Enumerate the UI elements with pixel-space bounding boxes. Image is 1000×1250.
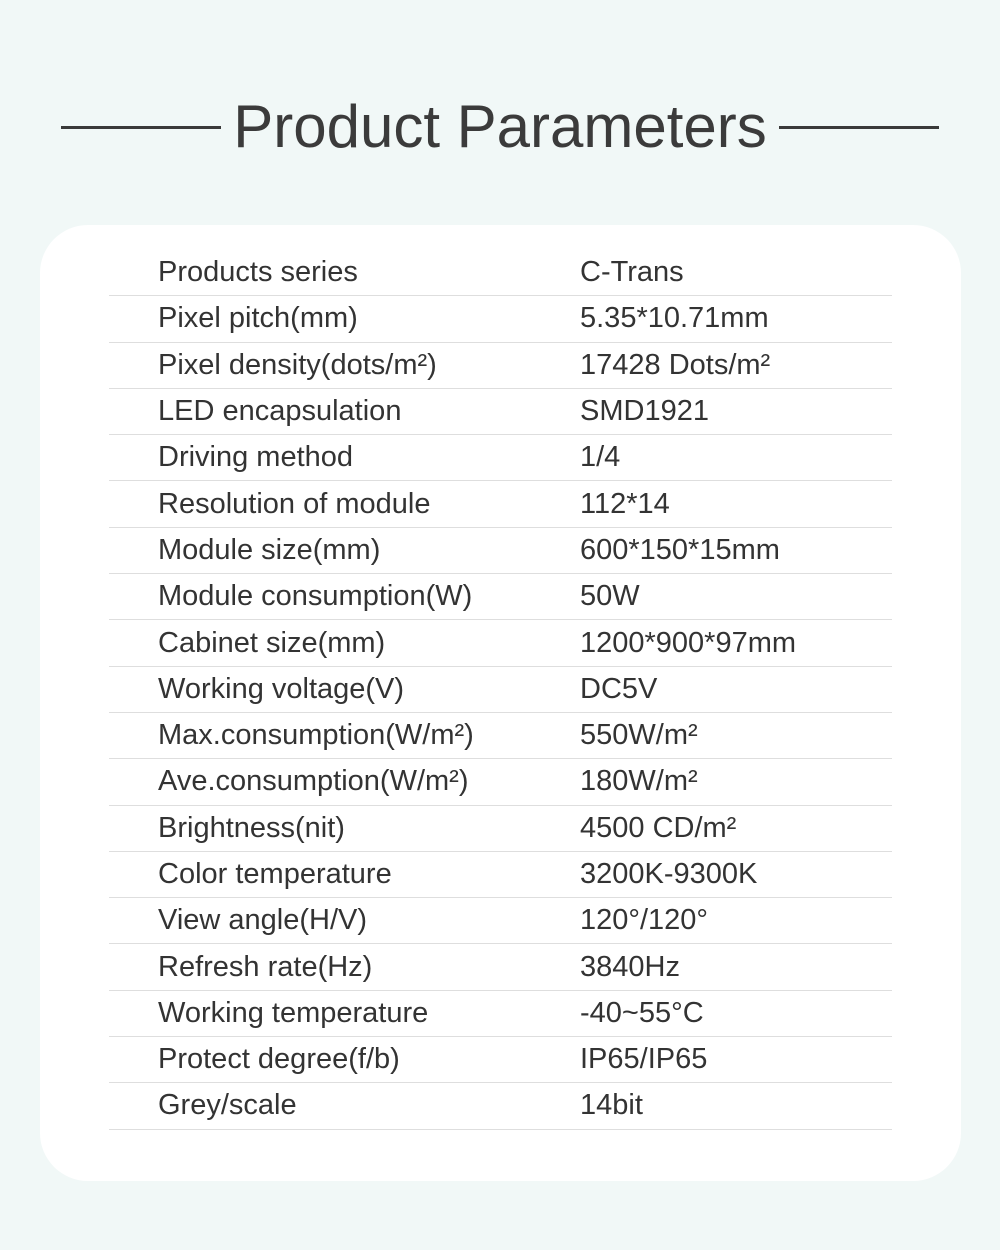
parameter-label: Module consumption(W) [158, 580, 473, 613]
parameter-label: Color temperature [158, 858, 392, 890]
table-row [109, 1037, 892, 1083]
parameter-label: Ave.consumption(W/m²) [158, 765, 469, 798]
parameter-value: 600*150*15mm [580, 533, 780, 566]
table-row [109, 574, 892, 620]
parameter-value: 120°/120° [580, 904, 709, 937]
parameter-value: 3840Hz [580, 950, 680, 983]
table-row [109, 343, 892, 389]
table-row [109, 389, 892, 435]
parameter-label: LED encapsulation [158, 395, 402, 428]
parameters-table [109, 250, 892, 1130]
parameter-value: 14bit [580, 1089, 643, 1122]
page-title: Product Parameters [233, 93, 767, 160]
title-rule-left [61, 126, 221, 129]
table-row [109, 528, 892, 574]
parameter-label: Products series [158, 256, 358, 289]
table-row [109, 852, 892, 898]
parameter-label: Grey/scale [158, 1089, 297, 1122]
table-row [109, 296, 892, 342]
table-row [109, 250, 892, 296]
parameter-value: 17428 Dots/m² [580, 348, 771, 381]
parameter-label: Resolution of module [158, 487, 431, 520]
table-row [109, 806, 892, 852]
parameter-label: Protect degree(f/b) [158, 1043, 400, 1076]
parameter-value: SMD1921 [580, 395, 709, 428]
parameter-value: 3200K-9300K [580, 858, 758, 890]
parameter-value: 112*14 [580, 487, 670, 520]
table-row [109, 620, 892, 666]
parameter-label: Driving method [158, 441, 354, 474]
parameter-label: Pixel density(dots/m²) [158, 348, 437, 381]
parameter-value: 5.35*10.71mm [580, 302, 769, 335]
parameter-value: 4500 CD/m² [580, 811, 737, 844]
parameter-value: 1/4 [580, 441, 621, 474]
parameter-value: C-Trans [580, 256, 684, 289]
parameter-label: Max.consumption(W/m²) [158, 719, 474, 752]
table-row [109, 667, 892, 713]
parameter-value: 550W/m² [580, 719, 698, 752]
table-row [109, 759, 892, 805]
parameter-label: Working voltage(V) [158, 672, 405, 705]
parameter-value: 50W [580, 580, 640, 613]
table-row [109, 481, 892, 527]
parameter-value: DC5V [580, 672, 658, 705]
parameter-value: 180W/m² [580, 765, 698, 798]
parameter-label: Working temperature [158, 996, 429, 1029]
title-rule-right [779, 126, 939, 129]
parameter-label: Module size(mm) [158, 533, 381, 566]
parameter-label: Brightness(nit) [158, 811, 345, 844]
parameter-label: Cabinet size(mm) [158, 626, 386, 659]
table-row [109, 898, 892, 944]
parameter-value: -40~55°C [580, 996, 704, 1029]
parameter-value: 1200*900*97mm [580, 626, 797, 659]
page-header [0, 92, 1000, 162]
parameter-label: Refresh rate(Hz) [158, 950, 373, 983]
table-row [109, 435, 892, 481]
table-row [109, 713, 892, 759]
parameter-label: Pixel pitch(mm) [158, 302, 358, 335]
table-row [109, 1083, 892, 1129]
table-row [109, 944, 892, 990]
parameter-value: IP65/IP65 [580, 1043, 708, 1076]
parameter-label: View angle(H/V) [158, 904, 368, 937]
parameters-card [40, 225, 961, 1181]
table-row [109, 991, 892, 1037]
